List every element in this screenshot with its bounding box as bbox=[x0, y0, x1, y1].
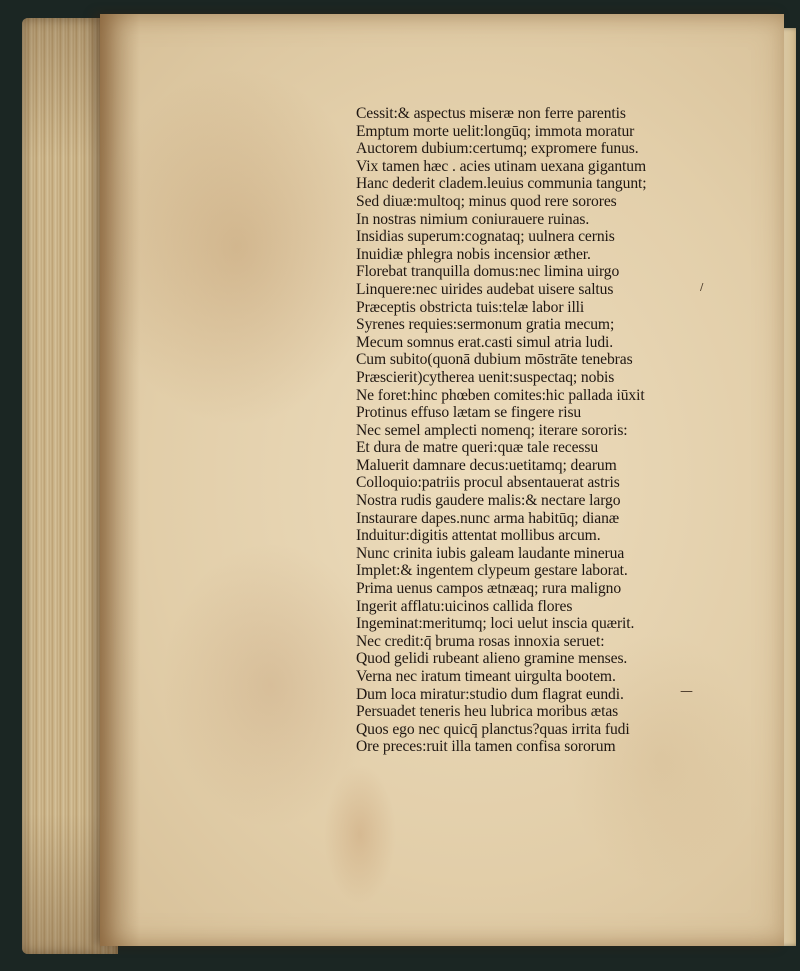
verse-line: Persuadet teneris heu lubrica moribus ætas bbox=[356, 703, 619, 721]
verse-line: In nostras nimium coniurauere ruinas. bbox=[356, 210, 590, 228]
verse-line: Hanc dederit cladem.leuius communia tangunt; bbox=[356, 175, 647, 193]
verse-line: Inuidiæ phlegra nobis incensior æther. bbox=[356, 245, 591, 263]
verse-line: Maluerit damnare decus:uetitamq; dearum bbox=[356, 456, 617, 474]
gutter-shadow bbox=[100, 14, 140, 946]
latin-verse-text bbox=[356, 105, 647, 756]
verse-line: Præscierit)cytherea uenit:suspectaq; nobis bbox=[356, 368, 615, 386]
verse-line: Ingeminat:meritumq; loci uelut inscia quærit. bbox=[356, 615, 635, 633]
verse-line: Quos ego nec quicq̄ planctus?quas irrita fudi bbox=[356, 720, 630, 738]
verse-line: Verna nec iratum timeant uirgulta bootem. bbox=[356, 668, 616, 685]
verse-line: Vix tamen hæc . acies utinam uexana gigantum bbox=[356, 157, 646, 175]
verse-line: Protinus effuso lætam se fingere risu bbox=[356, 404, 582, 422]
verse-line: Mecum somnus erat.casti simul atria ludi. bbox=[356, 333, 614, 351]
verse-line: Ingerit afflatu:uicinos callida flores bbox=[356, 597, 573, 615]
verse-line: Præceptis obstricta tuis:telæ labor illi bbox=[356, 298, 585, 316]
verse-line: Induitur:digitis attentat mollibus arcum. bbox=[356, 527, 601, 545]
verse-line: Dum loca miratur:studio dum flagrat eundi. bbox=[356, 685, 624, 703]
verse-line: Instaurare dapes.nunc arma habitūq; dianæ bbox=[356, 509, 620, 527]
verse-line: Nunc crinita iubis galeam laudante minerua bbox=[356, 544, 625, 562]
verse-line: Auctorem dubium:certumq; expromere funus. bbox=[356, 140, 639, 158]
verse-line: Linquere:nec uirides audebat uisere saltus bbox=[356, 280, 614, 298]
verse-line: Cum subito(quonā dubium mōstrāte tenebras bbox=[356, 351, 633, 369]
verse-line: Prima uenus campos ætnæaq; rura maligno bbox=[356, 580, 622, 598]
verse-line: Quod gelidi rubeant alieno gramine menses. bbox=[356, 650, 628, 668]
margin-dash-mark: — bbox=[680, 684, 693, 699]
verse-line: Sed diuæ:multoq; minus quod rere sorores bbox=[356, 192, 617, 210]
verse-line: Cessit:& aspectus miseræ non ferre parentis bbox=[356, 105, 626, 122]
verse-line: Insidias superum:cognataq; uulnera cernis bbox=[356, 228, 615, 246]
verse-line: Nec credit:q̄ bruma rosas innoxia seruet: bbox=[356, 632, 605, 650]
verse-line: Nec semel amplecti nomenq; iterare sororis: bbox=[356, 421, 628, 439]
verse-line: Florebat tranquilla domus:nec limina uirgo bbox=[356, 263, 620, 281]
margin-tick-mark: / bbox=[700, 282, 704, 293]
verse-line: Colloquio:patriis procul absentauerat astris bbox=[356, 474, 620, 492]
verse-line: Ne foret:hinc phœben comites:hic pallada iūxit bbox=[356, 386, 645, 404]
verse-line: Ore preces:ruit illa tamen confisa sororum bbox=[356, 738, 616, 756]
verse-line: Nostra rudis gaudere malis:& nectare largo bbox=[356, 492, 621, 510]
verse-line: Et dura de matre queri:quæ tale recessu bbox=[356, 439, 599, 457]
verse-line: Implet:& ingentem clypeum gestare laborat. bbox=[356, 562, 628, 580]
book-page bbox=[100, 14, 784, 946]
verse-line: Syrenes requies:sermonum gratia mecum; bbox=[356, 316, 615, 334]
verse-line: Emptum morte uelit:longūq; immota moratur bbox=[356, 122, 635, 140]
